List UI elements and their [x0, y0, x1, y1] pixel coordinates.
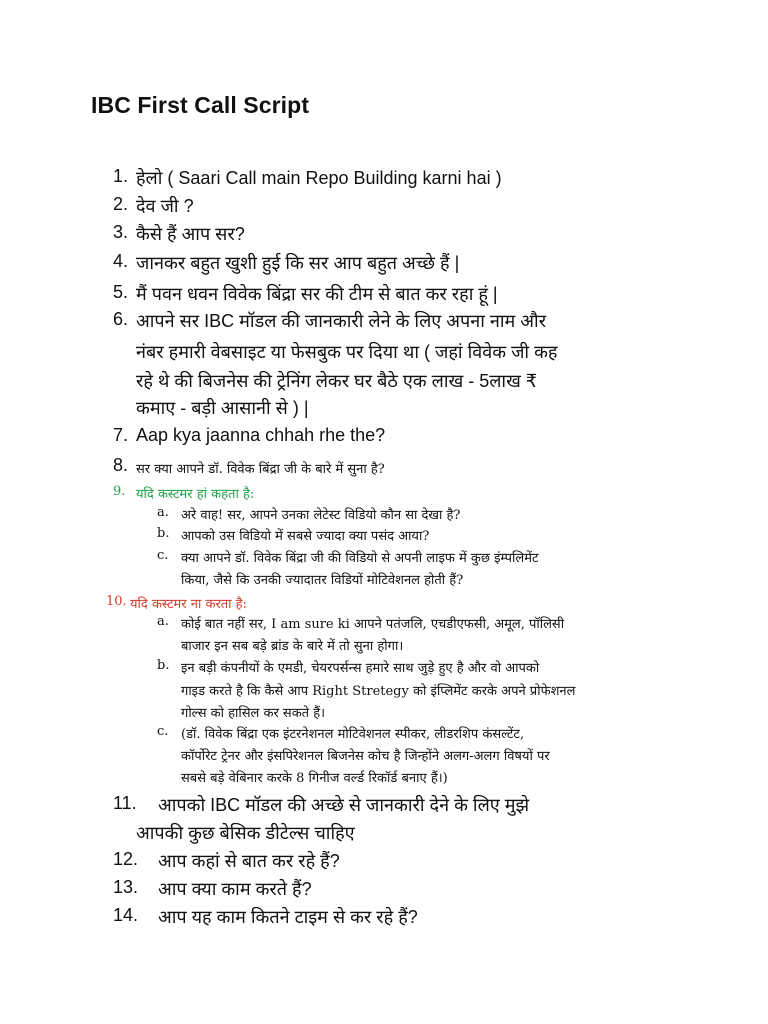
- list-number: 7.: [113, 425, 129, 445]
- sub-item-text: कॉर्पोरेट ट्रेनर और इंसपिरेशनल बिजनेस कोच है जिन्होंने अलग-अलग विषयों पर: [181, 749, 550, 764]
- list-number: 8.: [113, 455, 129, 475]
- sub-item-text: सबसे बड़े वेबिनार करके 8 गिनीज वर्ल्ड रिकॉर्ड बनाए हैं।): [181, 771, 448, 786]
- list-item-text: कैसे हैं आप सर?: [136, 224, 245, 244]
- sub-item-text: आपको उस विडियो में सबसे ज्यादा क्या पसंद आया?: [181, 529, 430, 544]
- list-number: 6.: [113, 309, 129, 329]
- sub-item-text: बाजार इन सब बड़े ब्रांड के बारे में तो सुना होगा।: [181, 639, 404, 654]
- list-number: 3.: [113, 222, 129, 242]
- list-number: 12.: [113, 849, 139, 869]
- sub-item-letter: b.: [157, 658, 170, 673]
- list-item-text: आपने सर IBC मॉडल की जानकारी लेने के लिए अपना नाम और: [136, 311, 547, 331]
- list-item-text: देव जी ?: [136, 196, 194, 216]
- sub-item-text: क्या आपने डॉ. विवेक बिंद्रा जी की विडियो से अपनी लाइफ में कुछ इंम्पलिमेंट: [181, 551, 539, 566]
- list-number: 1.: [113, 166, 129, 186]
- list-item-text: Aap kya jaanna chhah rhe the?: [136, 425, 386, 445]
- sub-item-text: इन बड़ी कंपनीयों के एमडी, चेयरपर्सन्स हमारे साथ जुड़े हुए है और वो आपको: [181, 661, 540, 676]
- list-item-text: आपकी कुछ बेसिक डीटेल्स चाहिए: [136, 823, 355, 843]
- list-item-text: आप यह काम कितने टाइम से कर रहे हैं?: [158, 907, 418, 927]
- list-number: 2.: [113, 194, 129, 214]
- sub-item-letter: a.: [157, 505, 169, 520]
- list-number: 5.: [113, 282, 129, 302]
- list-item-text: कमाए - बड़ी आसानी से ) |: [136, 398, 309, 418]
- document-title: IBC First Call Script: [91, 92, 310, 118]
- condition-heading-yes: यदि कस्टमर हां कहता है:: [136, 487, 255, 502]
- list-item-text: जानकर बहुत खुशी हुई कि सर आप बहुत अच्छे हैं |: [136, 253, 460, 273]
- list-item-text: मैं पवन धवन विवेक बिंद्रा सर की टीम से बात कर रहा हूं |: [136, 284, 498, 304]
- list-item-text: आप कहां से बात कर रहे हैं?: [158, 851, 340, 871]
- condition-heading-no: यदि कस्टमर ना करता है:: [130, 597, 247, 612]
- list-number: 10.: [106, 594, 127, 609]
- list-item-text: सर क्या आपने डॉ. विवेक बिंद्रा जी के बारे में सुना है?: [136, 462, 385, 477]
- list-number: 13.: [113, 877, 139, 897]
- sub-item-letter: c.: [157, 724, 169, 739]
- sub-item-text: अरे वाह! सर, आपने उनका लेटेस्ट विडियो कौन सा देखा है?: [181, 508, 461, 523]
- sub-item-text: कोई बात नहीं सर, I am sure ki आपने पतंजलि, एचडीएफसी, अमूल, पॉलिसी: [181, 617, 565, 632]
- list-item-text: आप क्या काम करते हैं?: [158, 879, 312, 899]
- sub-item-text: गाइड करते है कि कैसे आप Right Stretegy को इंप्लिमेंट करके अपने प्रोफेशनल: [181, 684, 576, 699]
- sub-item-letter: a.: [157, 614, 169, 629]
- list-item-text: हेलो ( Saari Call main Repo Building karni hai ): [136, 168, 502, 188]
- list-number: 14.: [113, 905, 139, 925]
- list-item-text: नंबर हमारी वेबसाइट या फेसबुक पर दिया था ( जहां विवेक जी कह: [136, 342, 558, 362]
- sub-item-text: गोल्स को हासिल कर सकते हैं।: [181, 706, 326, 721]
- list-item-text: रहे थे की बिजनेस की ट्रेनिंग लेकर घर बैठे एक लाख - 5लाख ₹: [136, 371, 538, 391]
- list-number: 9.: [113, 484, 126, 499]
- list-number: 11.: [113, 793, 137, 813]
- sub-item-text: किया, जैसे कि उनकी ज्यादातर विडियों मोटिवेशनल होती हैं?: [181, 573, 464, 588]
- list-number: 4.: [113, 251, 129, 271]
- sub-item-letter: b.: [157, 526, 170, 541]
- sub-item-letter: c.: [157, 548, 169, 563]
- sub-item-text: (डॉ. विवेक बिंद्रा एक इंटरनेशनल मोटिवेशनल स्पीकर, लीडरशिप कंसल्टेंट,: [181, 727, 525, 742]
- list-item-text: आपको IBC मॉडल की अच्छे से जानकारी देने के लिए मुझे: [158, 795, 530, 815]
